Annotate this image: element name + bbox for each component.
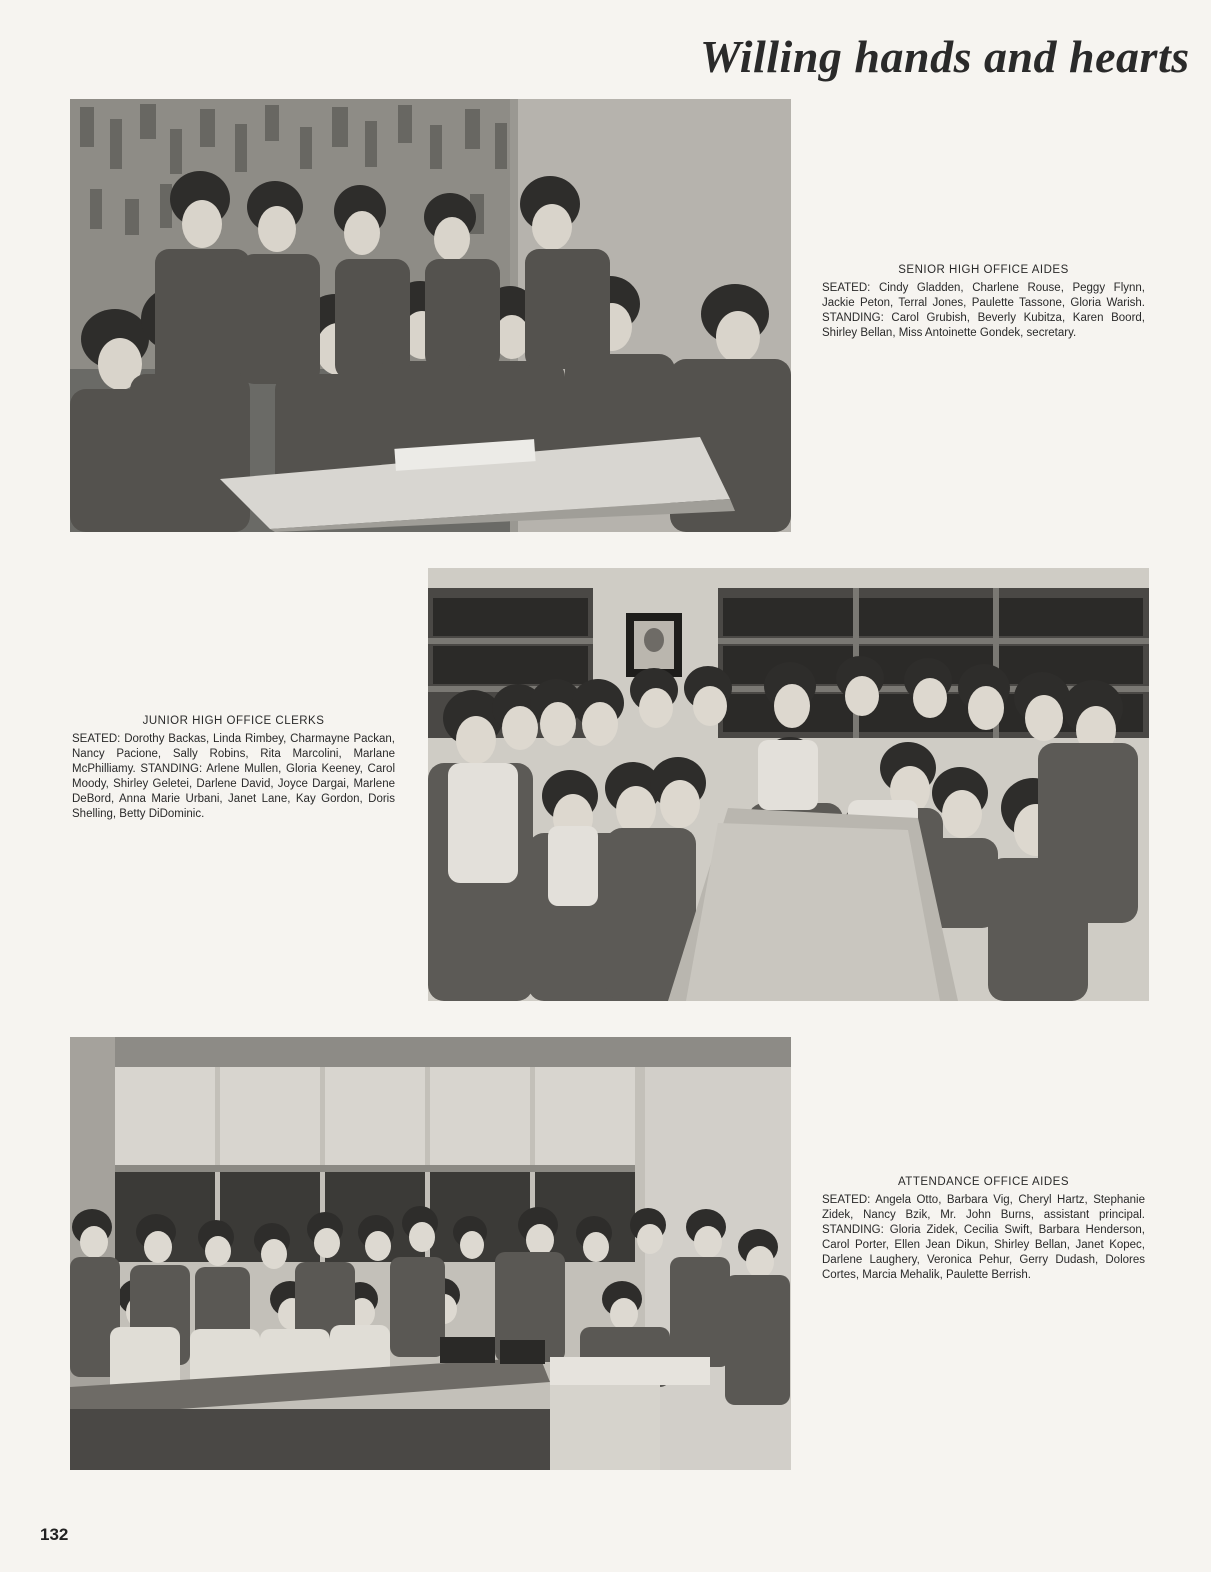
senior-high-caption <box>822 263 1145 341</box>
attendance-names: SEATED: Angela Otto, Barbara Vig, Cheryl Hartz, Stephanie Zidek, Nancy Bzik, Mr. John Burns, assistant principal. STANDING: Gloria Zidek, Cecilia Swift, Barbara Henderson, Carol Porter, Ellen Jean Dikun, Shirley Bellan, Janet Kopec, Darlene Laughery, Veronica Pehur, Gerry Dudash, Dolores Cortes, Marcia Mehalik, Paulette Berrish. <box>822 1194 1145 1281</box>
senior-high-heading: SENIOR HIGH OFFICE AIDES <box>898 264 1069 276</box>
junior-high-office-clerks-photo <box>428 568 1149 1001</box>
senior-high-office-aides-photo <box>70 99 791 532</box>
page-title: Willing hands and hearts <box>700 31 1190 82</box>
senior-high-names: SEATED: Cindy Gladden, Charlene Rouse, Peggy Flynn, Jackie Peton, Terral Jones, Paulette Tassone, Gloria Warish. STANDING: Carol Grubish, Beverly Kubitza, Karen Boord, Shirley Bellan, Miss Antoinette Gondek, secretary. <box>822 282 1145 339</box>
attendance-caption <box>822 1175 1145 1283</box>
page-number: 132 <box>40 1525 69 1544</box>
junior-high-names: SEATED: Dorothy Backas, Linda Rimbey, Charmayne Packan, Nancy Pacione, Sally Robins, Rita Marcolini, Marlane McPhilliamy. STANDING: Arlene Mullen, Gloria Keeney, Carol Moody, Shirley Geletei, Darlene David, Joyce Dargai, Marlene DeBord, Anna Marie Urbani, Janet Lane, Kay Gordon, Doris Shelling, Betty DiDominic. <box>72 733 395 820</box>
attendance-heading: ATTENDANCE OFFICE AIDES <box>897 1176 1070 1188</box>
junior-high-heading: JUNIOR HIGH OFFICE CLERKS <box>142 715 325 727</box>
attendance-office-aides-photo <box>70 1037 791 1470</box>
junior-high-caption <box>72 714 395 822</box>
